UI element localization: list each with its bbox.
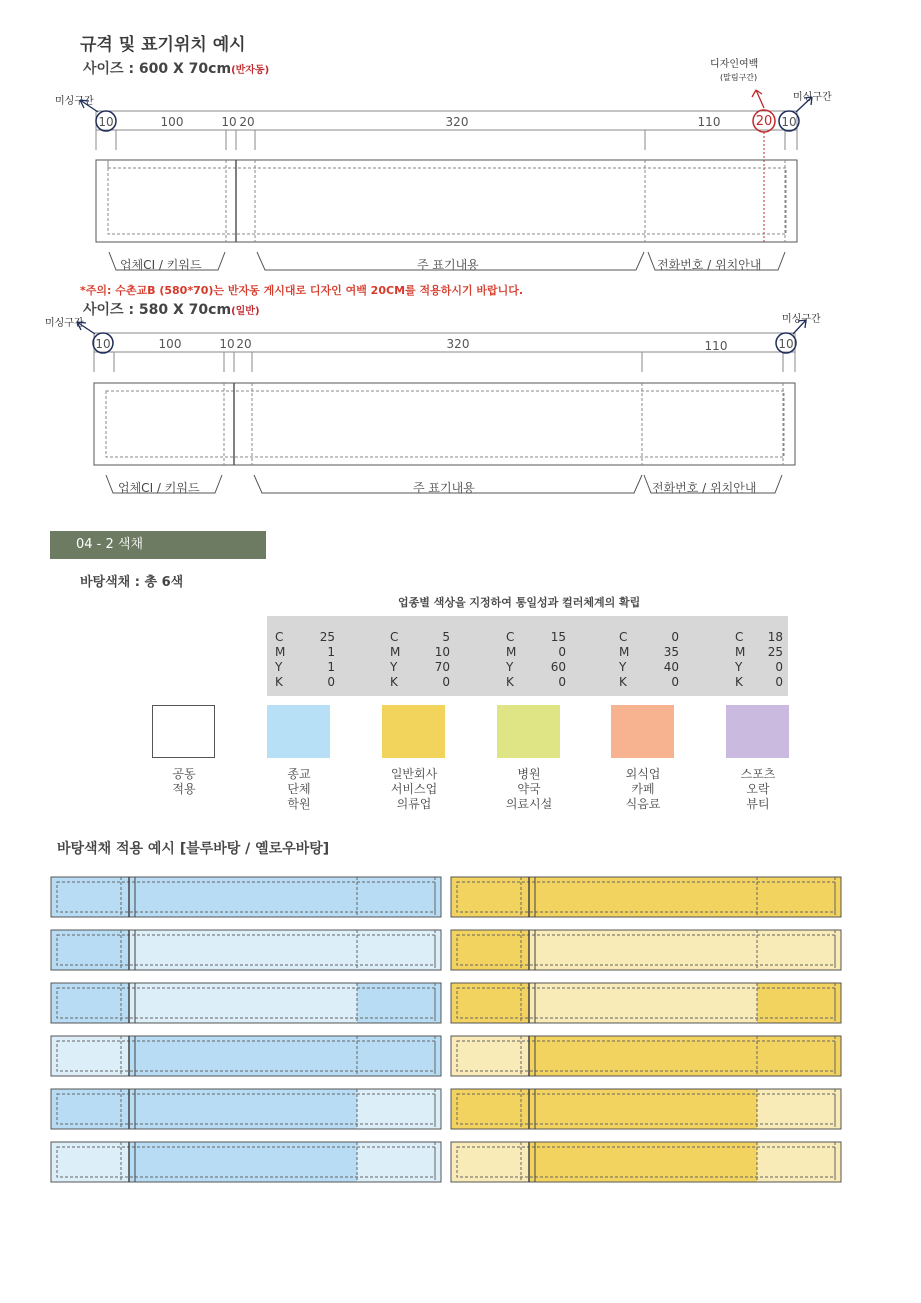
- diagram2-size-label: 사이즈 : 580 X 70cm: [83, 302, 232, 318]
- yellow-example-banner-3: [451, 1036, 841, 1076]
- diagram2-dim-0: 10: [95, 337, 111, 351]
- section-header-color: 04 - 2 색채: [50, 531, 266, 559]
- yellow-example-banner-4: [451, 1089, 841, 1129]
- blue-example-banner-0-segment-1: [129, 877, 357, 917]
- blue-example-banner-5-segment-1: [129, 1142, 357, 1182]
- diagram1-missing-left: 미싱구간: [55, 96, 94, 107]
- cmyk-col-4: C 18 M 25 Y 0 K 0: [735, 630, 783, 689]
- yellow-example-banner-0: [451, 877, 841, 917]
- diagram2-missing-left: 미싱구간: [45, 318, 84, 329]
- yellow-example-banner-1-segment-2: [757, 930, 841, 970]
- diagram1-caption-ci: 업체CI / 키워드: [120, 258, 202, 272]
- blue-example-banner-5: [51, 1142, 441, 1182]
- blue-example-banner-2-segment-1: [129, 983, 357, 1023]
- cmyk-col-2: C 15 M 0 Y 60 K 0: [506, 630, 566, 689]
- yellow-example-banner-3-segment-1: [529, 1036, 757, 1076]
- blue-example-banner-0-segment-2: [357, 877, 441, 917]
- yellow-example-banner-4-segment-1: [529, 1089, 757, 1129]
- diagram1-dim-2: 10: [221, 115, 237, 129]
- example-heading: 바탕색채 적용 예시 [블루바탕 / 옐로우바탕]: [57, 841, 330, 857]
- diagram1-brackets: [109, 252, 785, 270]
- diagram1-dim-3: 20: [239, 115, 255, 129]
- yellow-example-banner-5: [451, 1142, 841, 1182]
- blue-example-banner-4: [51, 1089, 441, 1129]
- diagram2-caption-phone: 전화번호 / 위치안내: [652, 481, 757, 495]
- diagram1-dim-0: 10: [98, 115, 114, 129]
- diagram1-circle-left: [96, 111, 116, 131]
- swatch-label-salmon: 외식업 카페 식음료: [625, 767, 661, 811]
- yellow-example-banner-3-segment-2: [757, 1036, 841, 1076]
- diagram1-circle-margin: [753, 110, 775, 132]
- swatch-label-lime: 병원 약국 의료시설: [505, 767, 553, 811]
- yellow-example-banner-4-segment-2: [757, 1089, 841, 1129]
- arrow-right-icon: [796, 97, 812, 112]
- yellow-example-banner-0-segment-1: [529, 877, 757, 917]
- yellow-example-banner-1-segment-1: [529, 930, 757, 970]
- diagram1-dim-7: 10: [781, 115, 797, 129]
- yellow-example-banner-0-segment-0: [451, 877, 529, 917]
- blue-example-banner-3-segment-0: [51, 1036, 129, 1076]
- blue-example-banner-2-segment-2: [357, 983, 441, 1023]
- blue-example-banner-3: [51, 1036, 441, 1076]
- diagram2-dim-4: 320: [446, 337, 470, 351]
- swatch-label-lavender: 스포츠 오락 뷰티: [740, 767, 776, 811]
- diagram1-missing-right: 미싱구간: [793, 92, 832, 103]
- blue-example-banner-0: [51, 877, 441, 917]
- blue-example-banner-2-segment-0: [51, 983, 129, 1023]
- diagram1-design-margin: 디자인여백: [710, 59, 759, 70]
- yellow-example-banner-1-segment-0: [451, 930, 529, 970]
- yellow-example-banner-5-segment-1: [529, 1142, 757, 1182]
- swatch-label-yellow: 일반회사 서비스업 의류업: [390, 767, 438, 811]
- cmyk-col-1: C 5 M 10 Y 70 K 0: [390, 630, 450, 689]
- arrow-right-icon: [793, 320, 806, 334]
- blue-example-banner-4-segment-0: [51, 1089, 129, 1129]
- diagram2-caption-main: 주 표기내용: [413, 481, 475, 495]
- diagram2-brackets: [106, 475, 782, 493]
- diagram1-size-note: (반자동): [231, 65, 270, 76]
- diagram1-banner: [96, 160, 797, 242]
- blue-example-banner-2: [51, 983, 441, 1023]
- swatch-label-white: 공동 적용: [172, 767, 196, 796]
- diagram2-dim-2: 10: [219, 337, 235, 351]
- blue-example-banner-4-segment-2: [357, 1089, 441, 1129]
- diagram1-dim-5: 110: [697, 115, 721, 129]
- diagram1-circle-right: [779, 111, 799, 131]
- yellow-example-banner-0-segment-2: [757, 877, 841, 917]
- blue-example-banner-0-segment-0: [51, 877, 129, 917]
- cmyk-col-0: C 25 M 1 Y 1 K 0: [275, 630, 335, 689]
- diagram1-size-label: 사이즈 : 600 X 70cm: [83, 61, 232, 77]
- blue-example-banner-4-segment-1: [129, 1089, 357, 1129]
- color-intro: 업종별 색상을 지정하여 통일성과 컬러체계의 확립: [398, 596, 641, 609]
- diagram1-caption-main: 주 표기내용: [417, 258, 479, 272]
- yellow-example-banner-1: [451, 930, 841, 970]
- diagram2-missing-right: 미싱구간: [782, 314, 821, 325]
- diagram1-design-margin-sub: (말림구간): [720, 73, 758, 82]
- diagram1-dimension-bar: [96, 111, 797, 150]
- yellow-example-banner-2: [451, 983, 841, 1023]
- blue-example-banner-1-segment-2: [357, 930, 441, 970]
- example-banners: [51, 877, 841, 1182]
- diagram1-dim-4: 320: [445, 115, 469, 129]
- diagram2-banner: [94, 383, 795, 465]
- diagram1-dim-1: 100: [160, 115, 184, 129]
- yellow-example-banner-2-segment-1: [529, 983, 757, 1023]
- diagram2-dim-6: 10: [778, 337, 794, 351]
- yellow-example-banner-5-segment-2: [757, 1142, 841, 1182]
- yellow-example-banner-4-segment-0: [451, 1089, 529, 1129]
- swatch-label-blue: 종교 단체 학원: [287, 767, 311, 811]
- yellow-example-banner-2-segment-0: [451, 983, 529, 1023]
- blue-example-banner-1-segment-0: [51, 930, 129, 970]
- blue-example-banner-1-segment-1: [129, 930, 357, 970]
- warning-note: *주의: 수촌교B (580*70)는 반자동 게시대로 디자인 여백 20CM를 적용하시기 바랍니다.: [80, 284, 524, 297]
- cmyk-col-3: C 0 M 35 Y 40 K 0: [619, 630, 679, 689]
- diagram2-circle-right: [776, 333, 796, 353]
- page-title: 규격 및 표기위치 예시: [80, 35, 246, 55]
- arrow-left-icon: [77, 322, 95, 334]
- arrow-up-icon: [752, 90, 764, 108]
- diagram1-dim-6: 20: [755, 114, 773, 129]
- blue-example-banner-1: [51, 930, 441, 970]
- blue-example-banner-5-segment-2: [357, 1142, 441, 1182]
- diagram2-circle-left: [93, 333, 113, 353]
- diagram2-caption-ci: 업체CI / 키워드: [118, 481, 200, 495]
- diagram2-dim-3: 20: [236, 337, 252, 351]
- yellow-example-banner-3-segment-0: [451, 1036, 529, 1076]
- blue-example-banner-3-segment-1: [129, 1036, 357, 1076]
- blue-example-banner-5-segment-0: [51, 1142, 129, 1182]
- blue-example-banner-3-segment-2: [357, 1036, 441, 1076]
- diagram2-size-note: (일반): [231, 306, 260, 317]
- arrow-left-icon: [80, 100, 98, 112]
- diagram2-dimension-bar: [94, 333, 795, 372]
- diagram2-dim-5: 110: [704, 339, 728, 353]
- diagram1-caption-phone: 전화번호 / 위치안내: [657, 258, 762, 272]
- yellow-example-banner-2-segment-2: [757, 983, 841, 1023]
- color-count-heading: 바탕색채 : 총 6색: [80, 575, 184, 590]
- diagram2-dim-1: 100: [158, 337, 182, 351]
- yellow-example-banner-5-segment-0: [451, 1142, 529, 1182]
